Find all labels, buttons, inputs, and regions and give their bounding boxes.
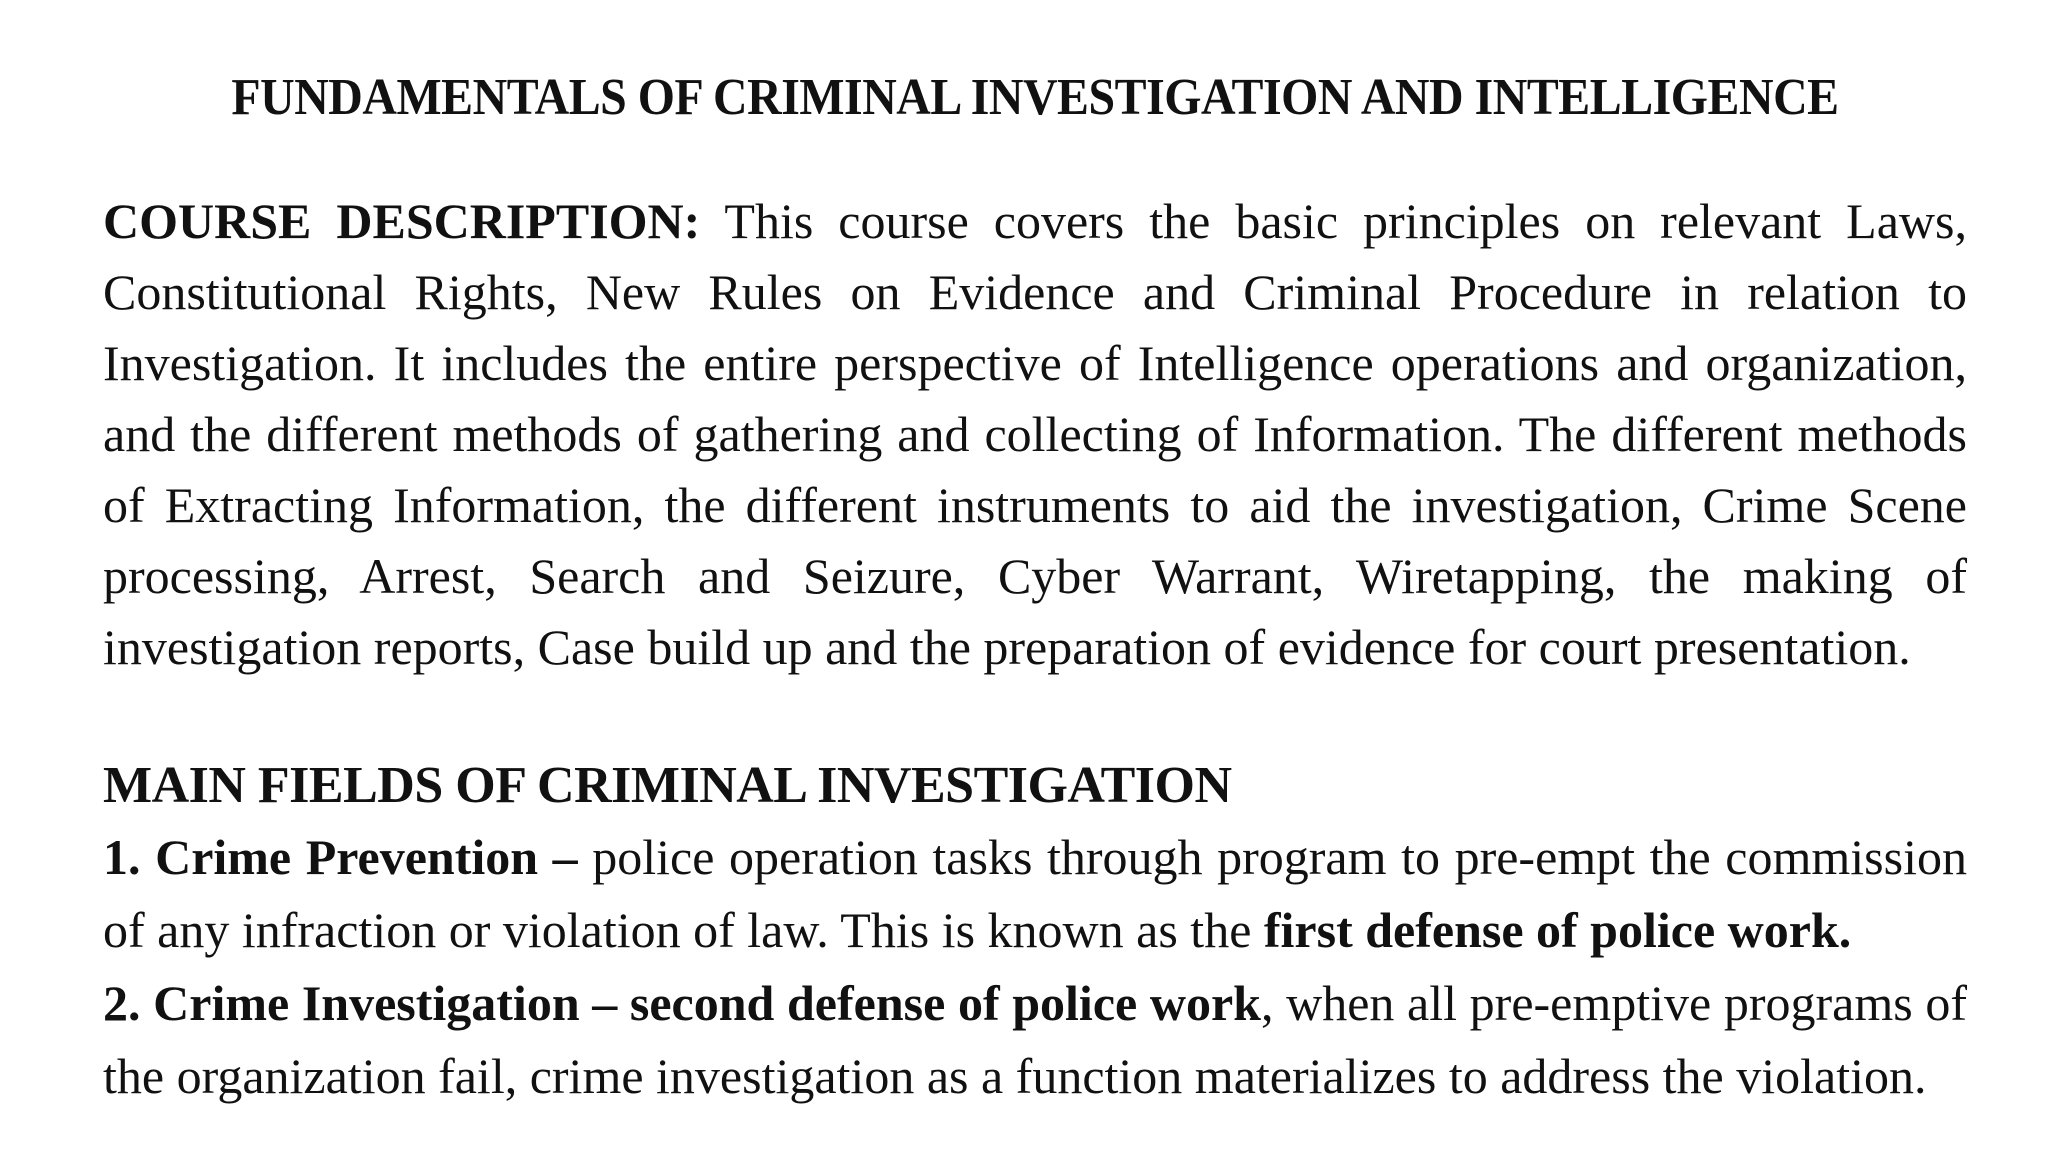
document-title: FUNDAMENTALS OF CRIMINAL INVESTIGATION AND INTELLIGENCE	[231, 69, 1839, 126]
field-item-text: , when all pre-emptive programs of the organization fail, crime investigation as a function materializes to address the violation.	[103, 975, 1967, 1104]
course-description	[103, 186, 1967, 683]
course-description-text: This course covers the basic principles on relevant Laws, Constitutional Rights, New Rules on Evidence and Criminal Procedure in relation to Investigation. It includes the entire perspective of Intelligence operations and organization, and the different methods of gathering and collecting of Information. The different methods of Extracting Information, the different instruments to aid the investigation, Crime Scene processing, Arrest, Search and Seizure, Cyber Warrant, Wiretapping, the making of investigation reports, Case build up and the preparation of evidence for court presentation.	[103, 193, 1967, 675]
field-item-text: police operation tasks through program to pre-empt the commission of any infraction or violation of law. This is known as the	[103, 829, 1967, 958]
course-description-label: COURSE DESCRIPTION:	[103, 193, 701, 249]
field-item-lead: 1. Crime Prevention –	[103, 829, 578, 885]
field-item-crime-investigation	[103, 967, 1967, 1113]
field-item-crime-prevention	[103, 821, 1967, 967]
field-item-lead: 2. Crime Investigation – second defense of police work	[103, 975, 1261, 1031]
main-fields-heading: MAIN FIELDS OF CRIMINAL INVESTIGATION	[103, 757, 1232, 814]
document-page	[103, 58, 1967, 1113]
field-item-emphasis: first defense of police work.	[1263, 902, 1852, 958]
